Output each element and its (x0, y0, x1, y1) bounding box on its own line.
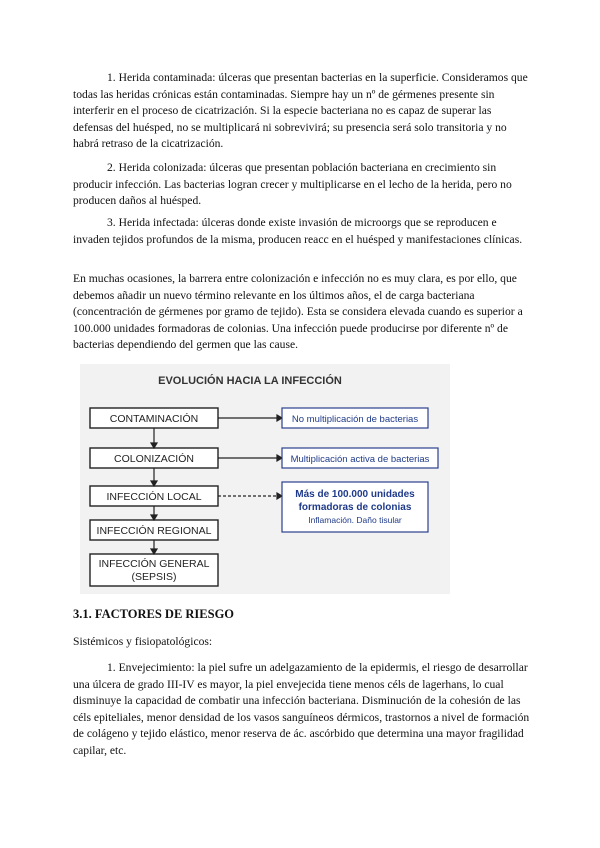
stage-local-infection: INFECCIÓN LOCAL (106, 491, 202, 503)
note-local-line3: Inflamación. Daño tisular (308, 515, 402, 525)
paragraph-infected-wound: 3. Herida infectada: úlceras donde existe invasión de microorgs que se reproducen e invaden tejidos profundos de la misma, producen reacc en el huésped y manifestaciones clínicas. (73, 216, 523, 246)
stage-sepsis: (SEPSIS) (131, 571, 177, 583)
subheading-systemic-factors: Sistémicos y fisiopatológicos: (73, 635, 213, 648)
note-contamination: No multiplicación de bacterias (291, 414, 419, 425)
paragraph-bacterial-load: En muchas ocasiones, la barrera entre colonización e infección no es muy clara, es por ello, que debemos añadir un nuevo término relevante en los últimos años, el de carga bacteriana (concentración de gérmenes por gramo de tejido). Esta se considera elevada cuando es superior a 100.000 unidades formadoras de colonias. Una infección puede producirse por diferente nº de bacterias dependiendo del germen que las cause. (73, 272, 523, 351)
section-heading-risk-factors: 3.1. FACTORES DE RIESGO (73, 607, 235, 621)
note-local-line2: formadoras de colonias (298, 502, 412, 513)
paragraph-contaminated-wound: 1. Herida contaminada: úlceras que presentan bacterias en la superficie. Consideramos que todas las heridas crónicas están contaminadas. Siempre hay un nº de gérmenes presente sin interferir en el proceso de cicatrización. Si la especie bacteriana no es capaz de superar las defensas del huésped, no se multiplicará ni sobrevivirá; su presencia será solo transitoria y no habrá retraso de la cicatrización. (73, 71, 528, 150)
stage-colonization: COLONIZACIÓN (114, 453, 194, 465)
note-colonization: Multiplicación activa de bacterias (290, 454, 430, 465)
paragraph-colonized-wound: 2. Herida colonizada: úlceras que presentan población bacteriana en crecimiento sin producir infección. Las bacterias logran crecer y multiplicarse en el lecho de la herida, pero no producen daños al huésped. (73, 161, 512, 207)
stage-contamination: CONTAMINACIÓN (109, 413, 199, 425)
diagram-title: EVOLUCIÓN HACIA LA INFECCIÓN (158, 375, 342, 387)
paragraph-aging: 1. Envejecimiento: la piel sufre un adelgazamiento de la epidermis, el riesgo de desarrollar una úlcera de grado III-IV es mayor, la piel envejecida tiene menos céls de lagerhans, lo cual disminuye la capacidad de combatir una infección bacteriana. Disminución de la cohesión de las céls epiteliales, menor densidad de los vasos sanguíneos dérmicos, trastornos a nivel de formación de colágeno y tejido elástico, menor reserva de ác. ascórbido que determina una mayor fragilidad capilar, etc. (73, 661, 530, 757)
infection-evolution-diagram (80, 364, 450, 594)
note-local-line1: Más de 100.000 unidades (295, 489, 415, 500)
stage-regional-infection: INFECCIÓN REGIONAL (96, 525, 212, 537)
stage-general-infection: INFECCIÓN GENERAL (98, 558, 210, 570)
